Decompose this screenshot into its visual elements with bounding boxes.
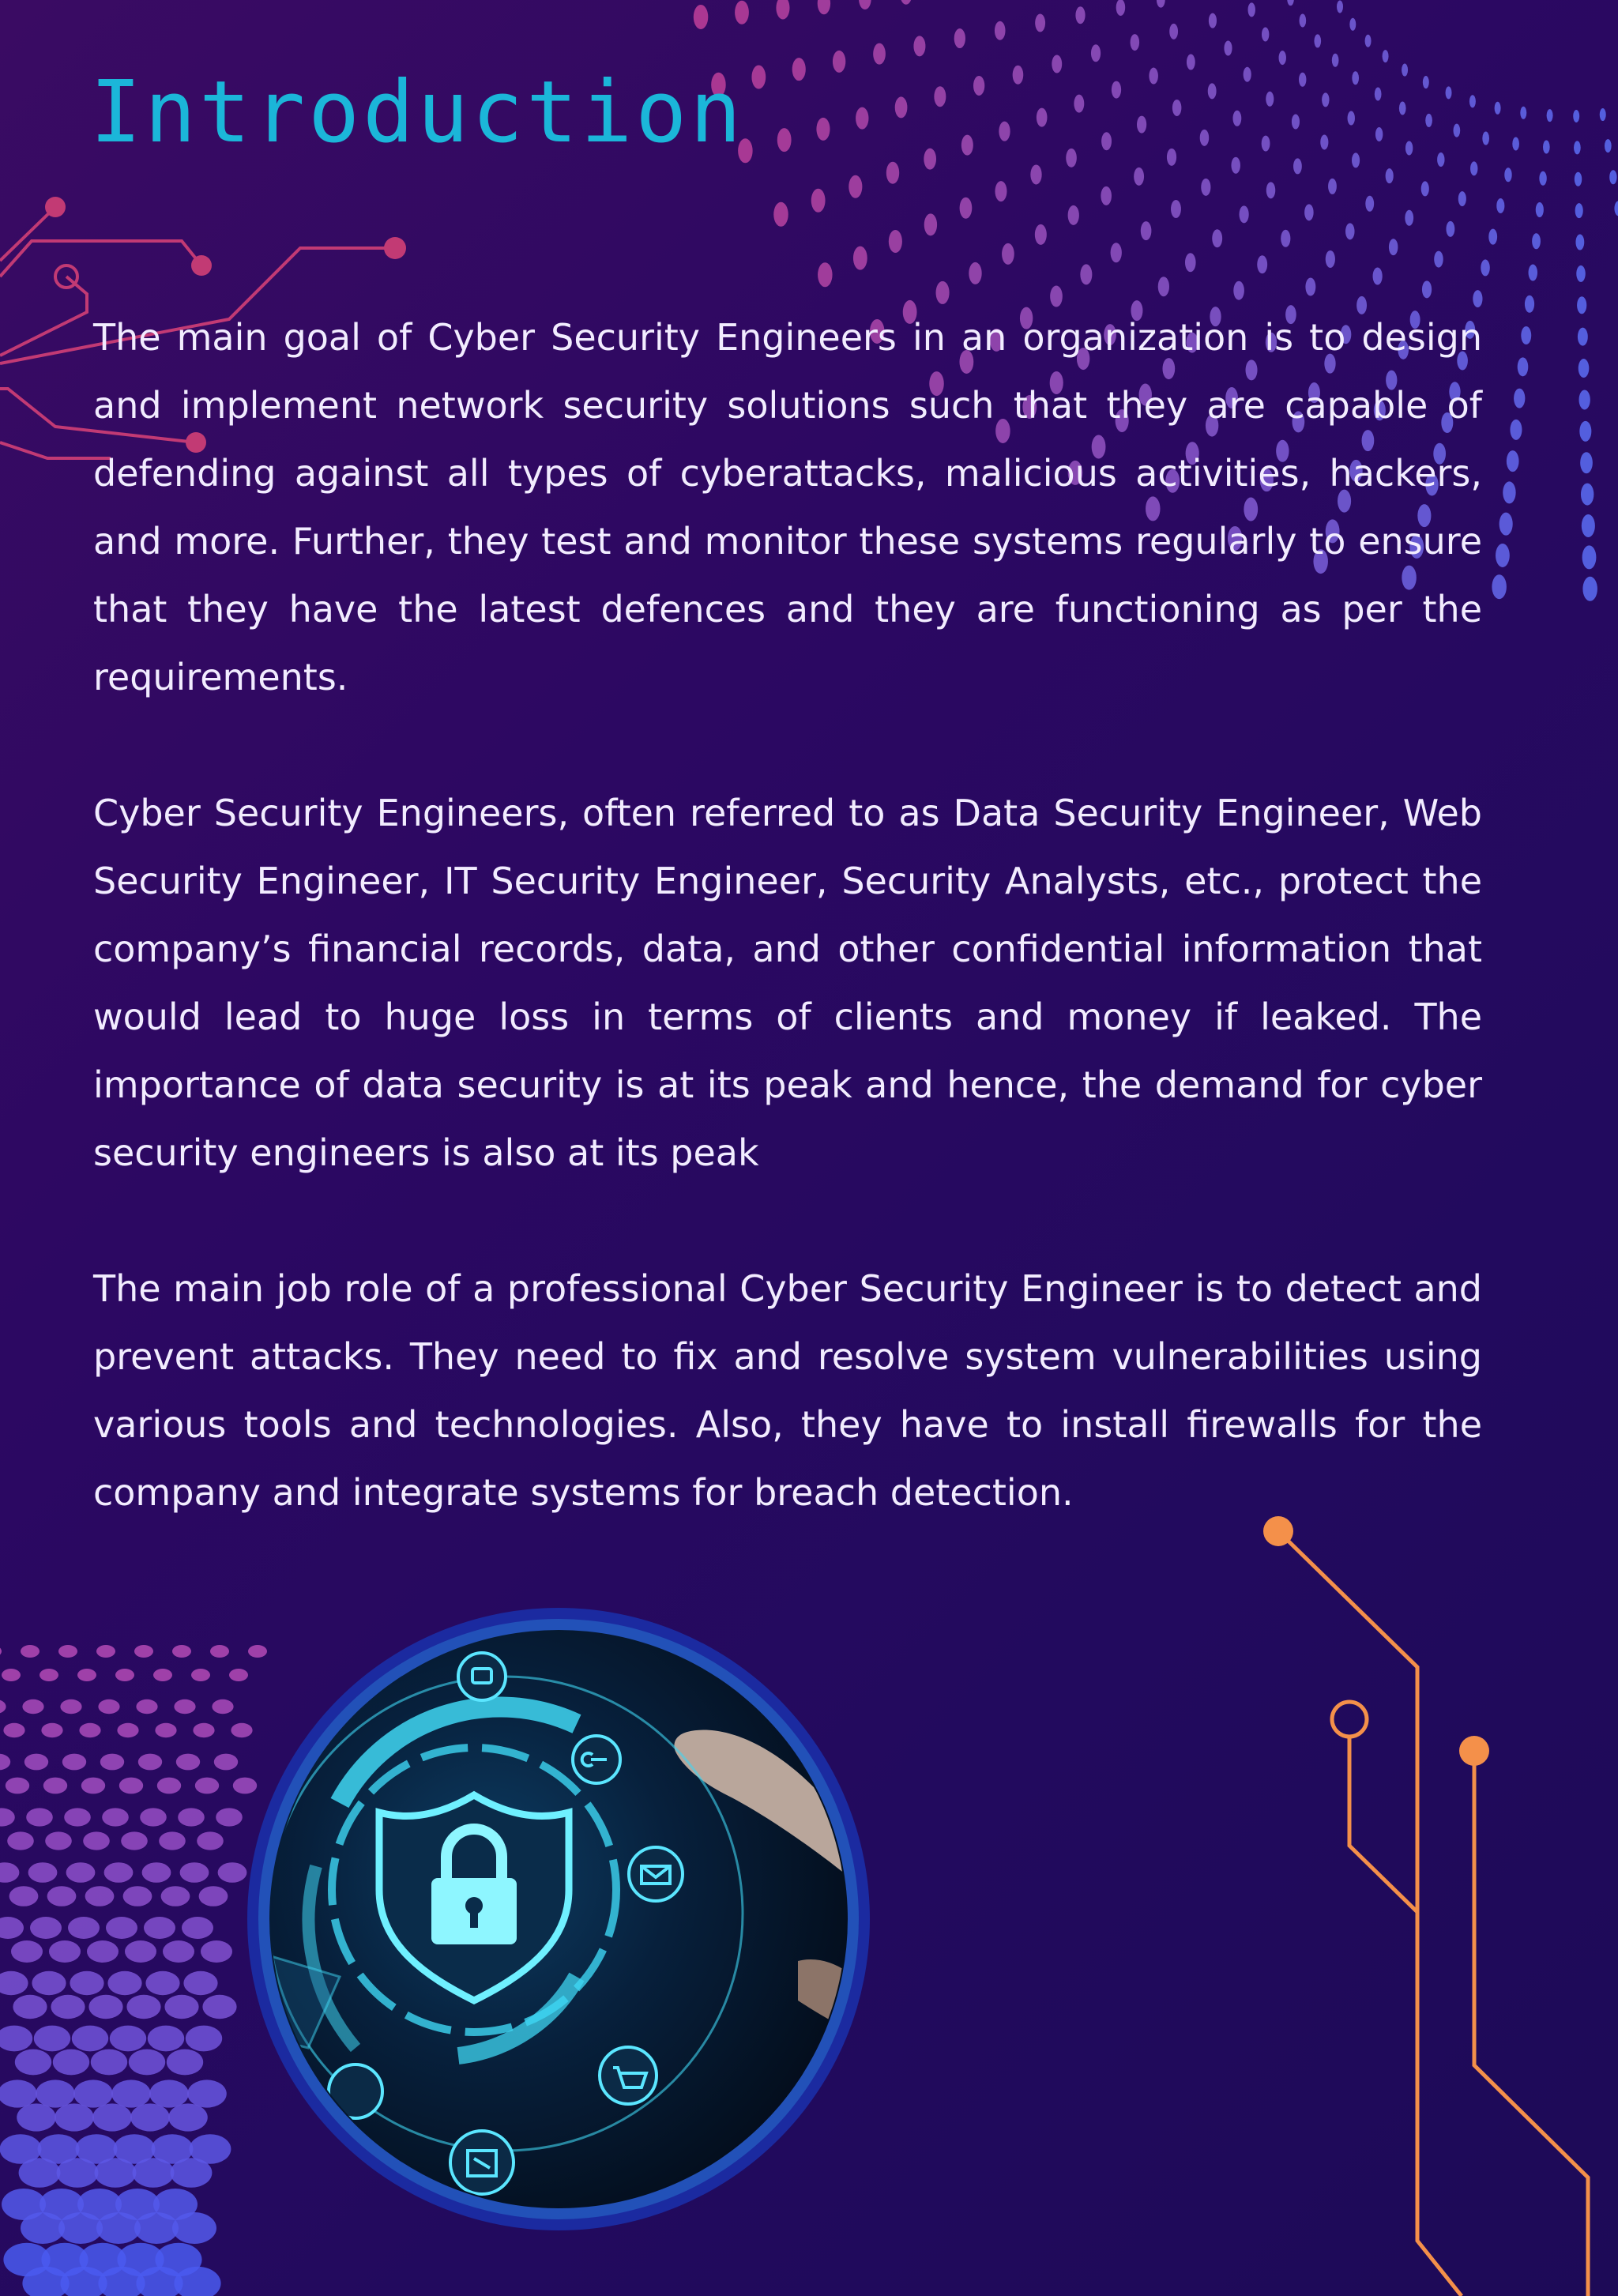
- dot: [1547, 109, 1553, 122]
- dot: [0, 1917, 24, 1939]
- dot: [1492, 574, 1507, 599]
- dot: [100, 1754, 124, 1771]
- dot: [36, 2080, 75, 2107]
- dot: [125, 1940, 156, 1963]
- dot: [1512, 137, 1519, 151]
- dot: [1322, 92, 1329, 107]
- dot: [1521, 326, 1531, 344]
- dot: [1002, 243, 1014, 265]
- paragraph-2: Cyber Security Engineers, often referred to as Data Security Engineer, Web Security Engineer, IT Security Engineer, Security Analysts, etc., protect the company’s financial records, data, and other confidential information that would lead to huge loss in terms of clients and money if leaked. The importance of data security is at its peak and hence, the demand for cyber security engineers is also at its peak: [93, 792, 1482, 1174]
- dot: [22, 1699, 43, 1714]
- dot: [1030, 164, 1041, 184]
- dot: [1573, 110, 1579, 122]
- dot: [1446, 86, 1452, 99]
- dot: [1375, 127, 1383, 141]
- dot: [126, 1995, 160, 2019]
- dot: [9, 1886, 39, 1906]
- dot: [1224, 41, 1232, 56]
- dot: [1293, 158, 1302, 174]
- dot: [1201, 179, 1210, 196]
- dot: [818, 0, 830, 14]
- dot: [32, 1971, 66, 1995]
- dot: [1454, 124, 1461, 137]
- dot: [129, 2049, 165, 2076]
- dot: [79, 1723, 100, 1737]
- dot: [0, 2080, 37, 2107]
- dot: [134, 1645, 153, 1658]
- dot: [1266, 92, 1274, 107]
- dot: [87, 1940, 119, 1963]
- dot: [1525, 295, 1534, 313]
- dot: [873, 43, 886, 65]
- dot: [1421, 181, 1429, 196]
- dot: [961, 135, 973, 156]
- dot: [1233, 281, 1244, 300]
- dot: [751, 65, 766, 88]
- dot: [1365, 35, 1372, 47]
- dot: [144, 1917, 175, 1939]
- dot: [1328, 179, 1337, 194]
- dot: [60, 1699, 81, 1714]
- dot: [6, 1778, 29, 1794]
- dot: [1052, 55, 1062, 73]
- dot: [1581, 484, 1594, 506]
- dot: [1187, 55, 1195, 70]
- dot: [0, 1699, 6, 1714]
- dot: [1446, 221, 1454, 237]
- dot: [92, 2103, 132, 2131]
- dot: [1111, 243, 1122, 262]
- cyber-security-illustration: [245, 1605, 872, 2233]
- dot: [1578, 359, 1590, 378]
- dot: [1320, 134, 1328, 149]
- dot: [1299, 73, 1306, 87]
- dot: [1352, 152, 1360, 167]
- dot: [1037, 108, 1048, 127]
- dot: [210, 1645, 229, 1658]
- dot: [1582, 545, 1597, 569]
- dot: [26, 1808, 53, 1826]
- dot: [1422, 280, 1432, 298]
- dot: [1577, 296, 1586, 314]
- dot: [167, 2049, 203, 2076]
- page-title: Introduction: [90, 63, 745, 162]
- dot: [1579, 421, 1591, 442]
- dot: [201, 1940, 232, 1963]
- dot: [934, 86, 946, 107]
- dot: [1373, 268, 1383, 285]
- dot: [1579, 390, 1590, 409]
- dot: [776, 0, 789, 19]
- dot: [73, 2080, 113, 2107]
- mail-icon: [629, 1847, 683, 1901]
- dot: [1212, 229, 1222, 247]
- dot: [0, 2026, 32, 2052]
- dot: [924, 213, 937, 235]
- dot: [1539, 171, 1546, 186]
- dot: [7, 1831, 34, 1850]
- dot: [1231, 157, 1240, 174]
- dot: [1520, 107, 1526, 119]
- dot: [1536, 202, 1544, 217]
- dot: [64, 1808, 91, 1826]
- dot: [1167, 149, 1176, 166]
- dot: [1352, 71, 1359, 85]
- dot: [195, 1778, 219, 1794]
- dot: [886, 162, 899, 184]
- dot: [1349, 18, 1356, 31]
- dot: [190, 2134, 231, 2164]
- dot: [1386, 168, 1394, 183]
- dot: [973, 76, 984, 96]
- dot: [777, 128, 792, 152]
- dot: [1458, 191, 1466, 206]
- dot: [1281, 230, 1290, 247]
- dot: [1510, 420, 1522, 440]
- dot: [1529, 265, 1538, 281]
- dot: [0, 1754, 10, 1771]
- dot: [1423, 76, 1429, 88]
- dot: [1496, 544, 1510, 567]
- dot: [104, 1862, 134, 1883]
- dot: [1240, 205, 1249, 223]
- dot: [1112, 81, 1121, 99]
- dot: [199, 1886, 228, 1906]
- dot: [163, 1940, 194, 1963]
- dot: [1169, 24, 1178, 40]
- dot: [1383, 50, 1389, 62]
- dot: [178, 1808, 205, 1826]
- dot: [735, 1, 749, 24]
- dot: [913, 36, 925, 56]
- dot: [1605, 139, 1612, 152]
- dot: [49, 1940, 81, 1963]
- dot: [849, 175, 862, 198]
- dot: [1101, 132, 1112, 150]
- dot: [121, 1831, 148, 1850]
- paragraph-3: The main job role of a professional Cyber Security Engineer is to detect and prevent attacks. They need to fix and resolve system vulnerabilities using various tools and technologies. Also, they have to install firewalls for the company and integrate systems for breach detection.: [93, 1267, 1482, 1514]
- dot: [999, 122, 1010, 141]
- dot: [161, 1886, 190, 1906]
- dot: [1575, 235, 1584, 250]
- dot: [1365, 196, 1374, 212]
- paragraph-1: The main goal of Cyber Security Engineers in an organization is to design and implement network security solutions such that they are capable of defending against all types of cyberattacks, malicious activities, hackers, and more. Further, they test and monitor these systems regularly to ensure that they have the latest defences and they are functioning as per the requirements.: [93, 316, 1482, 698]
- dot: [1574, 141, 1581, 154]
- dot: [62, 1754, 86, 1771]
- dot: [34, 2026, 70, 2052]
- dot: [1137, 116, 1146, 134]
- dot: [164, 1995, 198, 2019]
- dot: [1068, 205, 1079, 225]
- dot: [1066, 149, 1077, 167]
- dot: [107, 1971, 141, 1995]
- dot: [1614, 201, 1618, 216]
- dot: [218, 1862, 247, 1883]
- dot: [142, 1862, 171, 1883]
- dot: [145, 1971, 179, 1995]
- dot: [1504, 167, 1511, 182]
- dot: [1496, 198, 1504, 213]
- dot: [88, 1995, 122, 2019]
- dot: [1532, 233, 1541, 249]
- dot: [1101, 186, 1112, 205]
- dot: [1405, 210, 1413, 226]
- dot: [1337, 0, 1343, 13]
- dot: [148, 2026, 184, 2052]
- dot: [119, 1778, 143, 1794]
- dot: [0, 1645, 2, 1658]
- dot: [214, 1754, 238, 1771]
- dot: [889, 230, 902, 253]
- dot: [900, 0, 912, 5]
- dot: [159, 1831, 186, 1850]
- dot: [1279, 51, 1286, 65]
- dot: [91, 2049, 127, 2076]
- dot: [936, 281, 950, 304]
- dot: [1499, 513, 1513, 536]
- dot: [792, 58, 806, 81]
- dot: [1304, 204, 1314, 220]
- dot: [1345, 223, 1355, 239]
- dot: [1185, 253, 1196, 272]
- dot: [924, 149, 936, 170]
- dot: [180, 1862, 209, 1883]
- dot: [96, 1645, 115, 1658]
- dot: [157, 1778, 181, 1794]
- dot: [197, 1831, 224, 1850]
- dot: [3, 1723, 24, 1737]
- dot: [1488, 229, 1497, 245]
- dot: [995, 21, 1006, 40]
- dot: [1582, 577, 1597, 601]
- dot: [172, 2212, 216, 2244]
- dot: [1074, 95, 1084, 113]
- dot: [1299, 13, 1306, 27]
- dot: [11, 1940, 43, 1963]
- dot: [1244, 67, 1251, 82]
- dot: [187, 2080, 227, 2107]
- dot: [53, 2049, 89, 2076]
- dot: [1141, 221, 1152, 240]
- dot: [182, 1917, 213, 1939]
- dot: [1257, 255, 1267, 273]
- dot: [773, 202, 788, 227]
- dot: [1518, 357, 1529, 376]
- dot: [115, 1669, 134, 1681]
- dot: [24, 1754, 48, 1771]
- dot: [1035, 14, 1045, 32]
- dot: [13, 1995, 47, 2019]
- dot: [138, 1754, 162, 1771]
- dot: [70, 1971, 103, 1995]
- dot: [110, 2026, 146, 2052]
- dot: [0, 1971, 28, 1995]
- dot: [1314, 34, 1321, 47]
- dot: [960, 198, 973, 219]
- dot: [41, 1723, 62, 1737]
- dot: [1149, 68, 1158, 85]
- dot: [183, 1971, 217, 1995]
- dot: [694, 5, 709, 29]
- dot: [1514, 389, 1525, 408]
- dot: [1287, 0, 1294, 6]
- dot: [0, 1808, 15, 1826]
- dot: [1208, 83, 1217, 99]
- dot: [45, 1831, 72, 1850]
- dot: [1575, 172, 1582, 186]
- dot: [1348, 111, 1355, 125]
- body-text: [93, 303, 1482, 1594]
- dot: [72, 2026, 108, 2052]
- cart-icon: [600, 2047, 657, 2104]
- dot: [818, 262, 833, 287]
- dot: [1469, 95, 1476, 107]
- dot: [130, 2103, 170, 2131]
- dot: [216, 1808, 243, 1826]
- dot: [123, 1886, 152, 1906]
- dot: [68, 1917, 100, 1939]
- dot: [102, 1808, 129, 1826]
- dot: [853, 247, 867, 270]
- dot: [77, 1669, 96, 1681]
- dot: [1405, 141, 1413, 156]
- dot: [117, 1723, 138, 1737]
- dot: [1575, 203, 1583, 218]
- dot: [1266, 182, 1276, 198]
- dot: [1437, 152, 1444, 167]
- dot: [954, 28, 965, 48]
- dot: [1434, 251, 1443, 268]
- dot: [43, 1778, 67, 1794]
- dot: [17, 2103, 56, 2131]
- right-circuit-icon: [1263, 1516, 1588, 2296]
- dot: [85, 1886, 115, 1906]
- dot: [140, 1808, 167, 1826]
- dot: [1482, 132, 1489, 145]
- dot: [47, 1886, 77, 1906]
- dot: [1232, 111, 1241, 126]
- dot: [168, 2103, 208, 2131]
- dot: [172, 1645, 191, 1658]
- dot: [1292, 114, 1300, 129]
- dot: [155, 1723, 176, 1737]
- dot: [1262, 28, 1269, 42]
- dot: [859, 0, 871, 9]
- dot: [21, 1645, 40, 1658]
- dot: [995, 181, 1007, 201]
- dot: [1305, 278, 1315, 296]
- dot: [1576, 265, 1586, 282]
- dot: [1171, 200, 1181, 218]
- dot: [895, 96, 908, 118]
- dot: [174, 1699, 195, 1714]
- dot: [2, 1669, 21, 1681]
- dot: [816, 118, 830, 141]
- dot: [1495, 102, 1501, 115]
- bottom-left-dot-pattern: [0, 1645, 267, 2296]
- dot: [40, 1669, 58, 1681]
- dot: [1035, 224, 1047, 245]
- dot: [1425, 114, 1432, 127]
- dot: [1600, 108, 1606, 121]
- dot: [1582, 514, 1595, 537]
- dot: [193, 1723, 214, 1737]
- dot: [833, 51, 845, 73]
- dot: [153, 1669, 172, 1681]
- dot: [186, 2026, 222, 2052]
- dot: [0, 1862, 19, 1883]
- dot: [1075, 6, 1085, 24]
- dot: [136, 1699, 157, 1714]
- dot: [28, 1862, 58, 1883]
- dot: [969, 262, 981, 284]
- dot: [176, 1754, 200, 1771]
- dot: [1200, 130, 1210, 146]
- dot: [856, 107, 868, 130]
- dot: [1172, 100, 1182, 116]
- dot: [1158, 277, 1169, 296]
- dot: [111, 2080, 151, 2107]
- dot: [106, 1917, 137, 1939]
- dot: [1543, 140, 1550, 153]
- dot: [1157, 0, 1165, 8]
- dot: [51, 1995, 85, 2019]
- dot: [1389, 239, 1398, 255]
- dot: [1209, 13, 1217, 28]
- dot: [1326, 250, 1335, 268]
- dot: [1481, 259, 1490, 276]
- dot: [1578, 328, 1588, 346]
- dot: [1116, 0, 1126, 16]
- dot: [1580, 452, 1593, 473]
- dot: [1399, 101, 1406, 115]
- dot: [1503, 481, 1515, 503]
- dot: [1609, 170, 1616, 184]
- dot: [811, 189, 826, 213]
- dot: [98, 1699, 119, 1714]
- dot: [191, 1669, 210, 1681]
- dot: [1507, 450, 1519, 472]
- dot: [149, 2080, 189, 2107]
- dot: [1091, 44, 1101, 62]
- dot: [1332, 54, 1339, 67]
- dot: [55, 2103, 94, 2131]
- lock-node-icon: [458, 1653, 506, 1700]
- dot: [1131, 34, 1140, 51]
- dot: [30, 1917, 62, 1939]
- dot: [1262, 136, 1270, 152]
- dot: [212, 1699, 233, 1714]
- dot: [1013, 66, 1024, 85]
- dot: [81, 1778, 105, 1794]
- dot: [83, 1831, 110, 1850]
- dot: [1134, 167, 1144, 186]
- dot: [1402, 64, 1408, 77]
- dot: [1080, 264, 1092, 284]
- dot: [202, 1995, 236, 2019]
- dot: [15, 2049, 51, 2076]
- dot: [1470, 161, 1477, 175]
- dot: [1248, 2, 1255, 17]
- dot: [66, 1862, 96, 1883]
- dot: [58, 1645, 77, 1658]
- dot: [1375, 88, 1382, 101]
